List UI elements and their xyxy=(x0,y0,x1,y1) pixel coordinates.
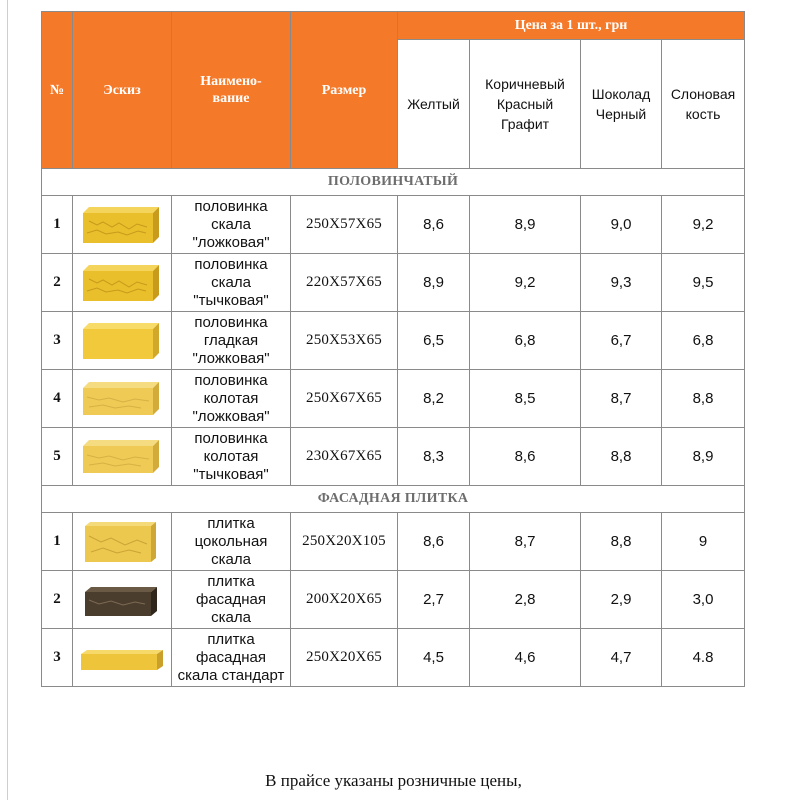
row-price: 4,7 xyxy=(581,629,662,687)
brick-thumbnail-image xyxy=(73,259,171,307)
header-price-group: Цена за 1 шт., грн xyxy=(398,12,745,40)
row-price: 4.8 xyxy=(662,629,745,687)
row-price: 6,8 xyxy=(662,312,745,370)
table-row xyxy=(42,254,745,312)
row-sketch xyxy=(73,370,172,428)
table-row xyxy=(42,513,745,571)
row-name-line: скала xyxy=(211,273,251,291)
header-name-line1: Наимено- xyxy=(200,74,262,89)
brick-thumbnail-image xyxy=(73,518,171,566)
row-number: 1 xyxy=(42,513,73,571)
header-number: № xyxy=(42,12,73,169)
row-price: 2,7 xyxy=(398,571,470,629)
header-name-line2: вание xyxy=(212,91,250,106)
row-sketch xyxy=(73,571,172,629)
brick-thumbnail-image xyxy=(73,201,171,249)
row-price: 6,7 xyxy=(581,312,662,370)
row-name-line: "ложковая" xyxy=(192,233,270,251)
brick-thumbnail-image xyxy=(73,433,171,481)
row-name-line: колотая xyxy=(203,447,259,465)
row-price: 9,3 xyxy=(581,254,662,312)
row-sketch xyxy=(73,196,172,254)
row-price: 9,2 xyxy=(470,254,581,312)
row-price: 8,7 xyxy=(581,370,662,428)
row-number: 3 xyxy=(42,312,73,370)
header-size: Размер xyxy=(291,12,398,169)
row-name-line: скала xyxy=(211,550,251,568)
header-color-line: Коричневый xyxy=(485,76,565,92)
row-name-line: фасадная xyxy=(195,648,267,666)
row-name-line: плитка xyxy=(207,572,255,590)
row-price: 8,8 xyxy=(581,513,662,571)
row-number: 3 xyxy=(42,629,73,687)
table-row xyxy=(42,629,745,687)
row-name-line: гладкая xyxy=(203,331,259,349)
table-row xyxy=(42,196,745,254)
row-price: 4,6 xyxy=(470,629,581,687)
row-price: 8,5 xyxy=(470,370,581,428)
row-price: 2,9 xyxy=(581,571,662,629)
row-price: 8,6 xyxy=(470,428,581,486)
row-sketch xyxy=(73,312,172,370)
row-name-line: плитка xyxy=(207,514,255,532)
header-color-3 xyxy=(662,40,745,169)
brick-thumbnail-image xyxy=(73,634,171,682)
row-name-line: плитка xyxy=(207,630,255,648)
table-row xyxy=(42,428,745,486)
row-price: 3,0 xyxy=(662,571,745,629)
header-color-1 xyxy=(470,40,581,169)
brick-thumbnail-image xyxy=(73,576,171,624)
header-color-line: Желтый xyxy=(407,96,460,112)
row-name xyxy=(172,370,291,428)
header-color-line: Красный xyxy=(496,96,554,112)
row-name xyxy=(172,513,291,571)
section-title: ПОЛОВИНЧАТЫЙ xyxy=(42,169,745,196)
row-name-line: скала xyxy=(211,215,251,233)
row-size: 250Х67Х65 xyxy=(291,370,398,428)
row-number: 5 xyxy=(42,428,73,486)
brick-thumbnail-image xyxy=(73,375,171,423)
row-size: 250Х20Х105 xyxy=(291,513,398,571)
row-price: 6,8 xyxy=(470,312,581,370)
row-name-line: цокольная xyxy=(194,532,268,550)
section-row xyxy=(42,486,745,513)
row-name-line: "ложковая" xyxy=(192,349,270,367)
section-title: ФАСАДНАЯ ПЛИТКА xyxy=(42,486,745,513)
row-price: 9,2 xyxy=(662,196,745,254)
header-color-line: кость xyxy=(685,106,721,122)
row-name-line: половинка xyxy=(194,371,268,389)
row-number: 2 xyxy=(42,254,73,312)
table-row xyxy=(42,312,745,370)
row-name xyxy=(172,629,291,687)
page-edge-line xyxy=(7,0,8,800)
row-price: 2,8 xyxy=(470,571,581,629)
row-name-line: "тычковая" xyxy=(193,291,269,309)
row-size: 250Х57Х65 xyxy=(291,196,398,254)
row-name xyxy=(172,312,291,370)
header-color-0 xyxy=(398,40,470,169)
row-name-line: колотая xyxy=(203,389,259,407)
brick-thumbnail-image xyxy=(73,317,171,365)
row-price: 6,5 xyxy=(398,312,470,370)
table-row xyxy=(42,571,745,629)
row-price: 8,9 xyxy=(662,428,745,486)
row-number: 2 xyxy=(42,571,73,629)
table-body xyxy=(42,169,745,687)
header-color-line: Слоновая xyxy=(670,86,736,102)
row-price: 8,6 xyxy=(398,513,470,571)
row-sketch xyxy=(73,254,172,312)
row-size: 250Х20Х65 xyxy=(291,629,398,687)
row-size: 220Х57Х65 xyxy=(291,254,398,312)
header-color-line: Черный xyxy=(595,106,647,122)
row-price: 8,7 xyxy=(470,513,581,571)
footer-note: В прайсе указаны розничные цены, xyxy=(265,771,522,790)
row-sketch xyxy=(73,513,172,571)
row-size: 250Х53Х65 xyxy=(291,312,398,370)
row-name-line: половинка xyxy=(194,197,268,215)
row-name xyxy=(172,571,291,629)
row-price: 9,0 xyxy=(581,196,662,254)
row-size: 200Х20Х65 xyxy=(291,571,398,629)
section-row xyxy=(42,169,745,196)
row-name xyxy=(172,196,291,254)
header-color-2 xyxy=(581,40,662,169)
row-size: 230Х67Х65 xyxy=(291,428,398,486)
row-price: 8,2 xyxy=(398,370,470,428)
table-row xyxy=(42,370,745,428)
row-name-line: скала xyxy=(211,608,251,626)
row-name-line: половинка xyxy=(194,429,268,447)
row-price: 9 xyxy=(662,513,745,571)
row-name-line: половинка xyxy=(194,313,268,331)
row-name-line: половинка xyxy=(194,255,268,273)
price-table xyxy=(41,11,745,687)
row-price: 8,8 xyxy=(662,370,745,428)
row-name xyxy=(172,428,291,486)
row-name-line: "ложковая" xyxy=(192,407,270,425)
header-sketch: Эскиз xyxy=(73,12,172,169)
row-name xyxy=(172,254,291,312)
row-number: 4 xyxy=(42,370,73,428)
row-name-line: "тычковая" xyxy=(193,465,269,483)
header-color-line: Шоколад xyxy=(591,86,651,102)
row-name-line: фасадная xyxy=(195,590,267,608)
row-price: 8,6 xyxy=(398,196,470,254)
row-price: 8,9 xyxy=(398,254,470,312)
header-color-line: Графит xyxy=(500,116,550,132)
row-price: 8,3 xyxy=(398,428,470,486)
row-price: 8,8 xyxy=(581,428,662,486)
header-name xyxy=(172,12,291,169)
row-price: 4,5 xyxy=(398,629,470,687)
row-sketch xyxy=(73,428,172,486)
row-sketch xyxy=(73,629,172,687)
row-price: 8,9 xyxy=(470,196,581,254)
row-number: 1 xyxy=(42,196,73,254)
row-name-line: скала стандарт xyxy=(177,666,285,684)
row-price: 9,5 xyxy=(662,254,745,312)
